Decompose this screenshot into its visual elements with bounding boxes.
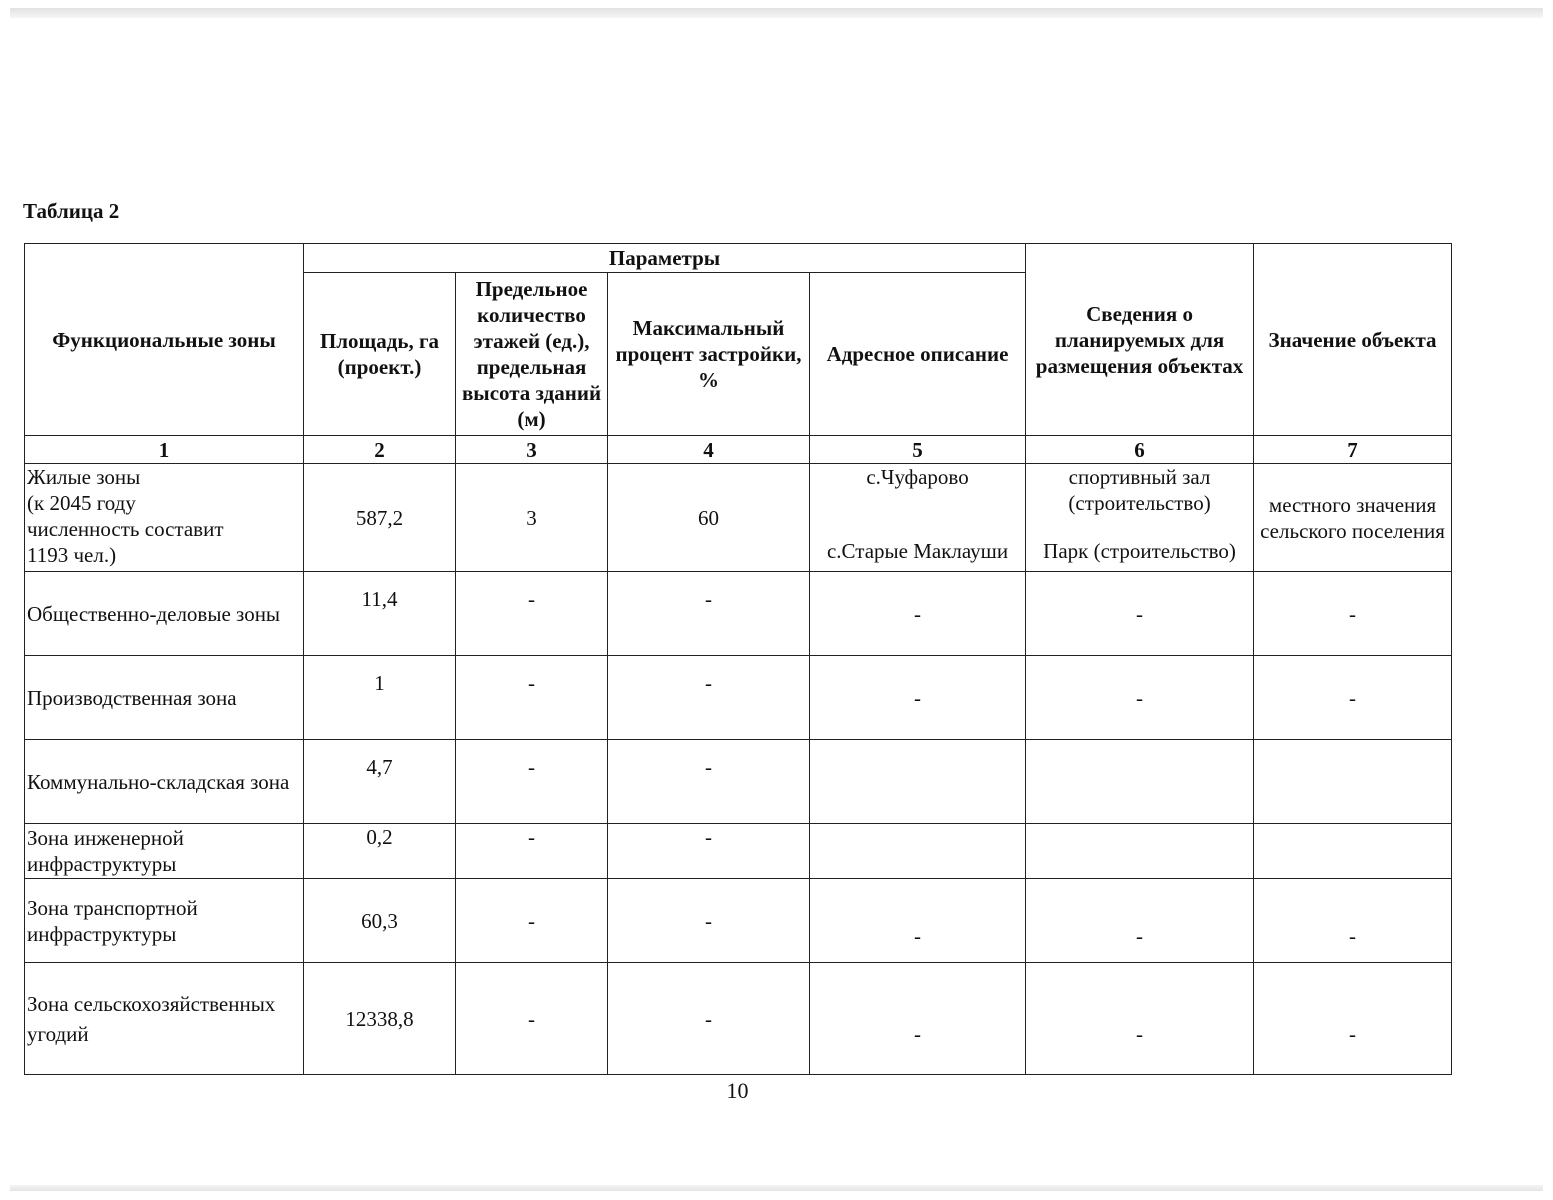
table-row (25, 879, 1452, 963)
planned-top: спортивный зал (строительство) (1068, 465, 1211, 515)
header-floors: Предельное количество этажей (ед.), предельная высота зданий (м) (456, 273, 608, 436)
zone-planned: - (1026, 879, 1254, 963)
zone-area: 0,2 (304, 824, 456, 879)
column-number: 3 (456, 436, 608, 464)
zone-percent: 60 (608, 464, 810, 572)
zone-floors: - (456, 740, 608, 824)
zone-address (810, 464, 1026, 572)
column-number: 6 (1026, 436, 1254, 464)
zone-percent: - (608, 740, 810, 824)
address-bottom: с.Старые Маклауши (826, 539, 1009, 563)
header-area: Площадь, га (проект.) (304, 273, 456, 436)
zone-floors: - (456, 656, 608, 740)
zone-planned (1026, 740, 1254, 824)
zone-floors: 3 (456, 464, 608, 572)
table-caption: Таблица 2 (23, 199, 120, 223)
zone-address (810, 740, 1026, 824)
zone-significance: - (1254, 879, 1452, 963)
zone-area: 587,2 (304, 464, 456, 572)
zone-planned: - (1026, 963, 1254, 1075)
zone-name: Общественно-деловые зоны (25, 572, 304, 656)
zone-significance (1254, 740, 1452, 824)
column-number: 2 (304, 436, 456, 464)
zone-significance: - (1254, 572, 1452, 656)
zone-address: - (810, 572, 1026, 656)
table-row (25, 464, 1452, 572)
functional-zones-table (24, 243, 1452, 1075)
scan-bottom-edge (10, 1185, 1543, 1191)
zone-planned (1026, 824, 1254, 879)
zone-name: Зона транспортной инфраструктуры (25, 879, 304, 963)
zone-floors: - (456, 824, 608, 879)
zone-area: 12338,8 (304, 963, 456, 1075)
address-top: с.Чуфарово (866, 465, 969, 489)
zone-area: 60,3 (304, 879, 456, 963)
zone-address: - (810, 879, 1026, 963)
zone-address: - (810, 656, 1026, 740)
zone-name: Коммунально-складская зона (25, 740, 304, 824)
table-row (25, 963, 1452, 1075)
planned-bottom: Парк (строительство) (1043, 539, 1236, 563)
header-params: Параметры (304, 244, 1026, 273)
table-row (25, 740, 1452, 824)
column-number: 4 (608, 436, 810, 464)
table-row (25, 572, 1452, 656)
zone-floors: - (456, 963, 608, 1075)
zone-area: 11,4 (304, 572, 456, 656)
scan-top-edge (10, 8, 1543, 18)
header-percent: Максимальный процент застройки, % (608, 273, 810, 436)
column-number: 1 (25, 436, 304, 464)
zone-significance: местного значения сельского поселения (1254, 464, 1452, 572)
zone-area: 4,7 (304, 740, 456, 824)
page-number: 10 (726, 1078, 749, 1103)
header-zones: Функциональные зоны (25, 244, 304, 436)
zone-percent: - (608, 656, 810, 740)
zone-name: Зона инженерной инфраструктуры (25, 824, 304, 879)
zone-name: Зона сельскохозяйственных угодий (25, 963, 304, 1075)
zone-percent: - (608, 572, 810, 656)
header-address: Адресное описание (810, 273, 1026, 436)
zone-significance: - (1254, 656, 1452, 740)
zone-planned (1026, 464, 1254, 572)
zone-floors: - (456, 572, 608, 656)
zone-address: - (810, 963, 1026, 1075)
zone-percent: - (608, 879, 810, 963)
zone-planned: - (1026, 656, 1254, 740)
zone-significance: - (1254, 963, 1452, 1075)
header-planned: Сведения о планируемых для размещения объектах (1026, 244, 1254, 436)
zone-percent: - (608, 824, 810, 879)
column-number: 5 (810, 436, 1026, 464)
table-row (25, 656, 1452, 740)
zone-floors: - (456, 879, 608, 963)
table-row (25, 824, 1452, 879)
column-number: 7 (1254, 436, 1452, 464)
zone-planned: - (1026, 572, 1254, 656)
zone-significance (1254, 824, 1452, 879)
zone-name: Жилые зоны (к 2045 году численность составит 1193 чел.) (25, 464, 304, 572)
zone-area: 1 (304, 656, 456, 740)
zone-percent: - (608, 963, 810, 1075)
header-significance: Значение объекта (1254, 244, 1452, 436)
zone-address (810, 824, 1026, 879)
zone-name: Производственная зона (25, 656, 304, 740)
